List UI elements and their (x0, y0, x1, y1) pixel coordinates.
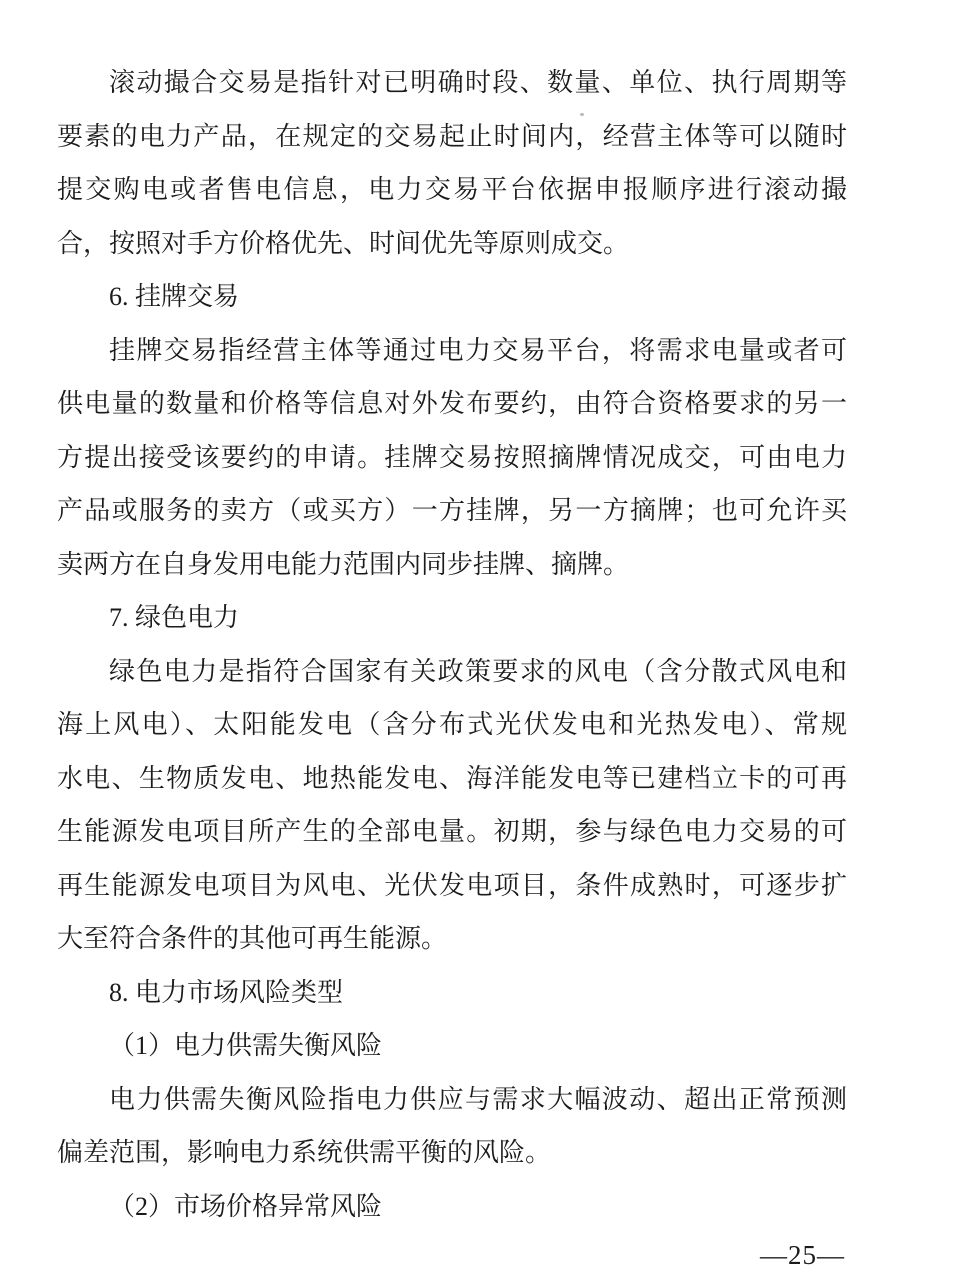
section-heading: 8. 电力市场风险类型 (109, 977, 344, 1007)
text-line: 生能源发电项目所产生的全部电量。初期，参与绿色电力交易的可 (57, 817, 847, 846)
section-heading: 7. 绿色电力 (109, 603, 240, 632)
text-line: 提交购电或者售电信息，电力交易平台依据申报顺序进行滚动撮 (57, 175, 847, 204)
text-line: 大至符合条件的其他可再生能源。 (57, 924, 448, 953)
text-line: 偏差范围，影响电力系统供需平衡的风险。 (57, 1138, 552, 1167)
scan-artifact-dot (580, 113, 584, 116)
page-number: —25— (760, 1240, 845, 1270)
text-line: 合，按照对手方价格优先、时间优先等原则成交。 (57, 228, 630, 258)
text-line: 水电、生物质发电、地热能发电、海洋能发电等已建档立卡的可再 (57, 763, 847, 793)
text-line: 方提出接受该要约的申请。挂牌交易按照摘牌情况成交，可由电力 (57, 442, 847, 472)
section-heading: （1）电力供需失衡风险 (109, 1031, 383, 1060)
text-line: 绿色电力是指符合国家有关政策要求的风电（含分散式风电和 (109, 656, 847, 686)
document-body (57, 56, 847, 1233)
text-line: 挂牌交易指经营主体等通过电力交易平台，将需求电量或者可 (109, 335, 847, 365)
text-line: 要素的电力产品，在规定的交易起止时间内，经营主体等可以随时 (57, 121, 847, 151)
text-line: 产品或服务的卖方（或买方）一方挂牌，另一方摘牌；也可允许买 (57, 496, 847, 525)
text-line: 海上风电）、太阳能发电（含分布式光伏发电和光热发电）、常规 (57, 710, 847, 739)
text-line: 再生能源发电项目为风电、光伏发电项目，条件成熟时，可逐步扩 (57, 870, 847, 900)
section-heading: （2）市场价格异常风险 (109, 1191, 383, 1221)
text-line: 滚动撮合交易是指针对已明确时段、数量、单位、执行周期等 (109, 68, 847, 97)
text-line: 卖两方在自身发用电能力范围内同步挂牌、摘牌。 (57, 549, 630, 579)
section-heading: 6. 挂牌交易 (109, 282, 240, 311)
text-line: 电力供需失衡风险指电力供应与需求大幅波动、超出正常预测 (109, 1084, 847, 1114)
text-line: 供电量的数量和价格等信息对外发布要约，由符合资格要求的另一 (57, 389, 847, 418)
